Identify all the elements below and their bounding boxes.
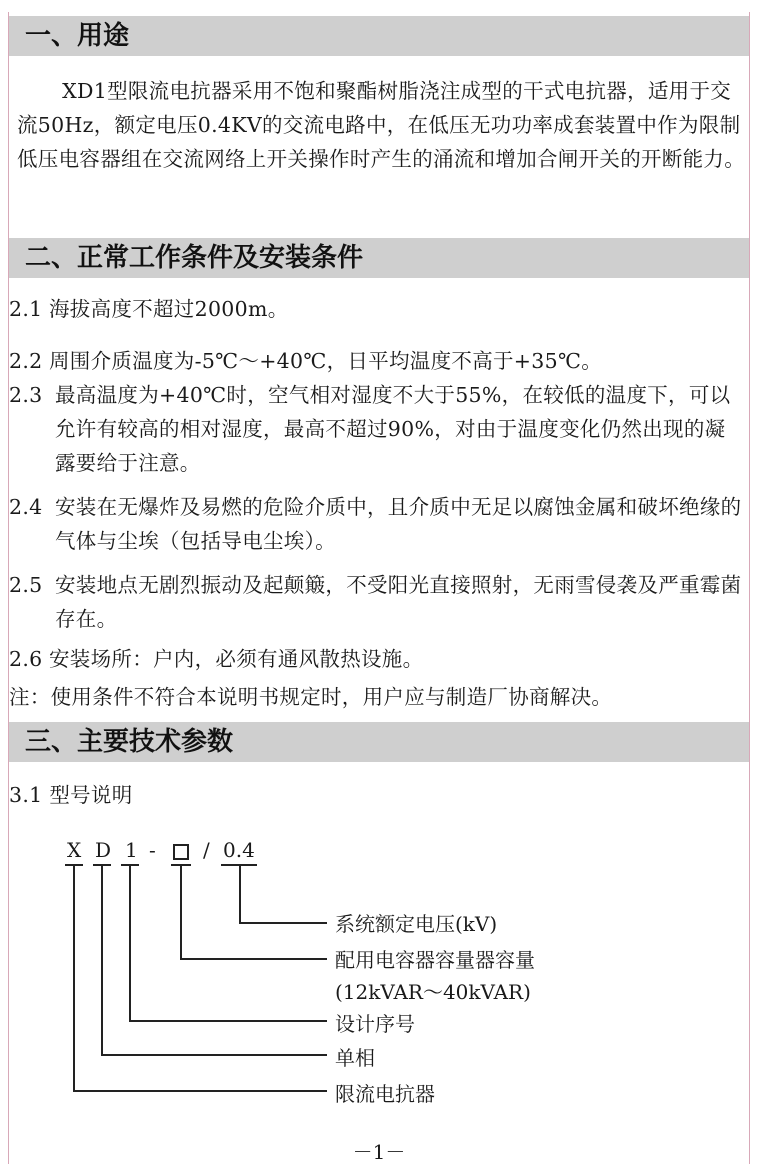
condition-item: [9, 292, 745, 326]
item-text: 周围介质温度为-5℃～+40℃，日平均温度不高于+35℃。: [49, 349, 602, 373]
section-1-heading: 一、用途: [9, 16, 749, 56]
condition-item: [9, 642, 745, 676]
item-text: 安装场所：户内，必须有通风散热设施。: [49, 647, 424, 671]
section-2-heading: 二、正常工作条件及安装条件: [9, 238, 749, 278]
label-rated-voltage: 系统额定电压(kV): [335, 912, 498, 936]
item-text: 最高温度为+40℃时，空气相对湿度不大于55%，在较低的温度下，可以允许有较高的相对湿度，最高不超过90%，对由于温度变化仍然出现的凝露要给于注意。: [55, 383, 731, 475]
condition-item: [9, 568, 745, 636]
code-d: D: [95, 838, 112, 862]
code-slash: /: [203, 838, 210, 862]
item-text: 安装地点无剧烈振动及起颠簸，不受阳光直接照射，无雨雪侵袭及严重霉菌存在。: [55, 573, 742, 631]
leader-type-v: [73, 864, 75, 1092]
label-capacity-range: (12kVAR～40kVAR): [335, 980, 531, 1004]
condition-item: [9, 490, 745, 558]
leader-voltage-h: [239, 922, 327, 924]
label-capacity: 配用电容器容量器容量: [335, 948, 535, 972]
item-number: 2.6: [9, 647, 43, 671]
leader-phase-v: [101, 864, 103, 1056]
item-number: 2.3: [9, 383, 43, 407]
section-1-body: XD1型限流电抗器采用不饱和聚酯树脂浇注成型的干式电抗器，适用于交流50Hz，额定电压0.4KV的交流电路中，在低压无功功率成套装置中作为限制低压电容器组在交流网络上开关操作时产生的涌流和增加合闸开关的开断能力。: [17, 79, 745, 171]
item-text: 海拔高度不超过2000m。: [49, 297, 289, 321]
condition-item: [9, 378, 745, 480]
capacity-placeholder-box: [173, 844, 189, 860]
leader-design-v: [129, 864, 131, 1022]
leader-capacity-h: [180, 958, 327, 960]
leader-design-h: [129, 1020, 327, 1022]
item-number: 2.1: [9, 297, 43, 321]
leader-capacity-v: [180, 864, 182, 960]
code-dash: -: [149, 838, 156, 862]
page-frame: [8, 12, 750, 1164]
code-1: 1: [125, 838, 138, 862]
item-number: 2.2: [9, 349, 43, 373]
label-current-limiting-reactor: 限流电抗器: [335, 1082, 435, 1106]
label-design-number: 设计序号: [335, 1012, 415, 1036]
condition-item: [9, 344, 745, 378]
label-single-phase: 单相: [335, 1046, 375, 1070]
item-number: 2.4: [9, 495, 43, 519]
leader-phase-h: [101, 1054, 327, 1056]
item-text: 安装在无爆炸及易燃的危险介质中，且介质中无足以腐蚀金属和破坏绝缘的气体与尘埃（包括导电尘埃）。: [55, 495, 742, 553]
leader-voltage-v: [239, 864, 241, 924]
usage-note: 注：使用条件不符合本说明书规定时，用户应与制造厂协商解决。: [9, 685, 613, 709]
code-voltage: 0.4: [223, 838, 255, 862]
model-subheading: 3.1 型号说明: [9, 783, 133, 807]
code-x: X: [67, 838, 82, 862]
page-number: －1－: [352, 1140, 406, 1164]
item-number: 2.5: [9, 573, 43, 597]
section-3-heading: 三、主要技术参数: [9, 722, 749, 762]
leader-type-h: [73, 1090, 327, 1092]
